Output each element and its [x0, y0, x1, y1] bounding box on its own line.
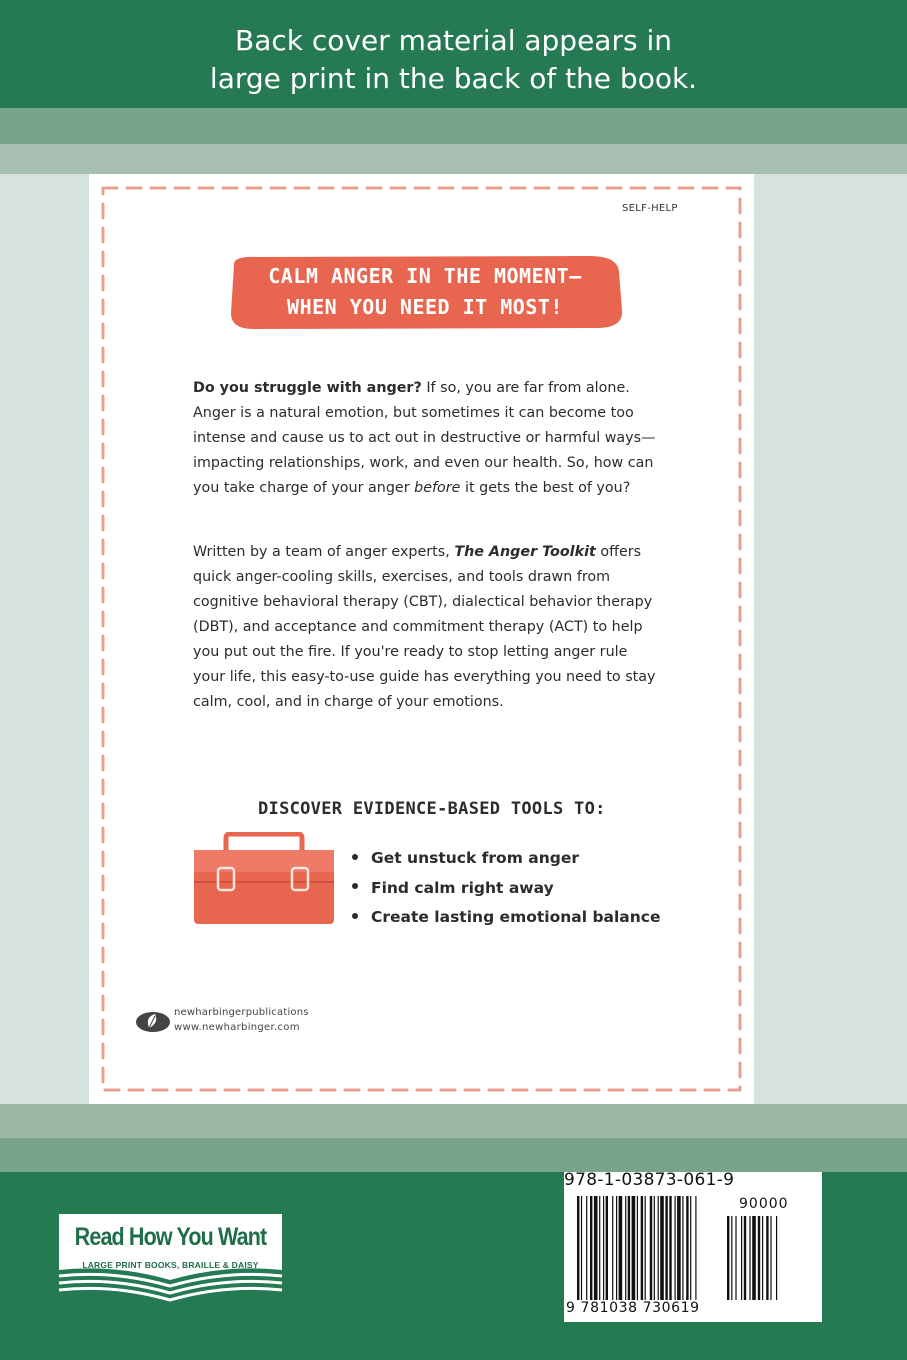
read-how-you-want-logo: Read How You Want: [74, 1223, 267, 1251]
description-paragraph: [193, 540, 663, 715]
benefit-text: Create lasting emotional balance: [371, 908, 661, 926]
benefit-text: Get unstuck from anger: [371, 849, 580, 867]
bottom-stripe-1: [0, 1104, 907, 1138]
banner-line-2: large print in the back of the book.: [209, 62, 698, 95]
intro-emphasis: before: [414, 480, 461, 496]
bullet-icon: [352, 854, 358, 860]
bottom-stripe-2: [0, 1138, 907, 1172]
headline-line-2: WHEN YOU NEED IT MOST!: [287, 295, 563, 319]
list-item: [352, 874, 661, 904]
banner-text: [0, 22, 907, 98]
publisher-url: www.newharbinger.com: [174, 1022, 300, 1033]
category-label: SELF-HELP: [622, 203, 678, 214]
description-text-2: offers quick anger-cooling skills, exercises, and tools drawn from cognitive behavioral therapy (CBT), dialectical behavior therapy (DBT), and acceptance and commitment therapy (ACT) to help you put out the fire. If you're ready to stop letting anger rule your life, this easy-to-use guide has everything you need to stay calm, cool, and in charge of your emotions.: [193, 544, 656, 710]
top-stripe-2: [0, 144, 907, 174]
intro-paragraph: [193, 376, 663, 501]
book-title: The Anger Toolkit: [454, 544, 596, 560]
isbn-digits: 9 781038 730619: [566, 1300, 700, 1316]
intro-text-1: If so, you are far from alone. Anger is a natural emotion, but sometimes it can become too intense and cause us to act out in destructive or harmful ways—impacting relationships, work, and even our health. So, how can you take charge of your anger: [193, 380, 656, 496]
description-text-1: Written by a team of anger experts,: [193, 544, 455, 560]
intro-text-2: it gets the best of you?: [460, 480, 631, 496]
bullet-icon: [352, 913, 358, 919]
barcode-icon: [575, 1196, 815, 1304]
headline-text: [226, 261, 624, 323]
headline-banner: [226, 252, 624, 332]
toolbox-icon: [192, 832, 336, 926]
discover-heading: DISCOVER EVIDENCE-BASED TOOLS TO:: [258, 799, 606, 819]
price-code: 90000: [739, 1196, 789, 1212]
headline-line-1: CALM ANGER IN THE MOMENT—: [268, 264, 582, 288]
intro-lead: Do you struggle with anger?: [193, 380, 422, 396]
read-how-you-want-tagline: LARGE PRINT BOOKS, BRAILLE & DAISY: [82, 1260, 259, 1270]
bullet-icon: [352, 883, 358, 889]
benefits-list: [352, 844, 661, 933]
isbn-label: 978-1-03873-061-9: [564, 1170, 735, 1190]
list-item: [352, 844, 661, 874]
top-stripe-1: [0, 108, 907, 144]
publisher-name: newharbingerpublications: [174, 1007, 309, 1018]
leaf-logo-icon: [135, 1011, 171, 1033]
benefit-text: Find calm right away: [371, 878, 554, 897]
list-item: [352, 903, 661, 933]
banner-line-1: Back cover material appears in: [235, 24, 672, 57]
